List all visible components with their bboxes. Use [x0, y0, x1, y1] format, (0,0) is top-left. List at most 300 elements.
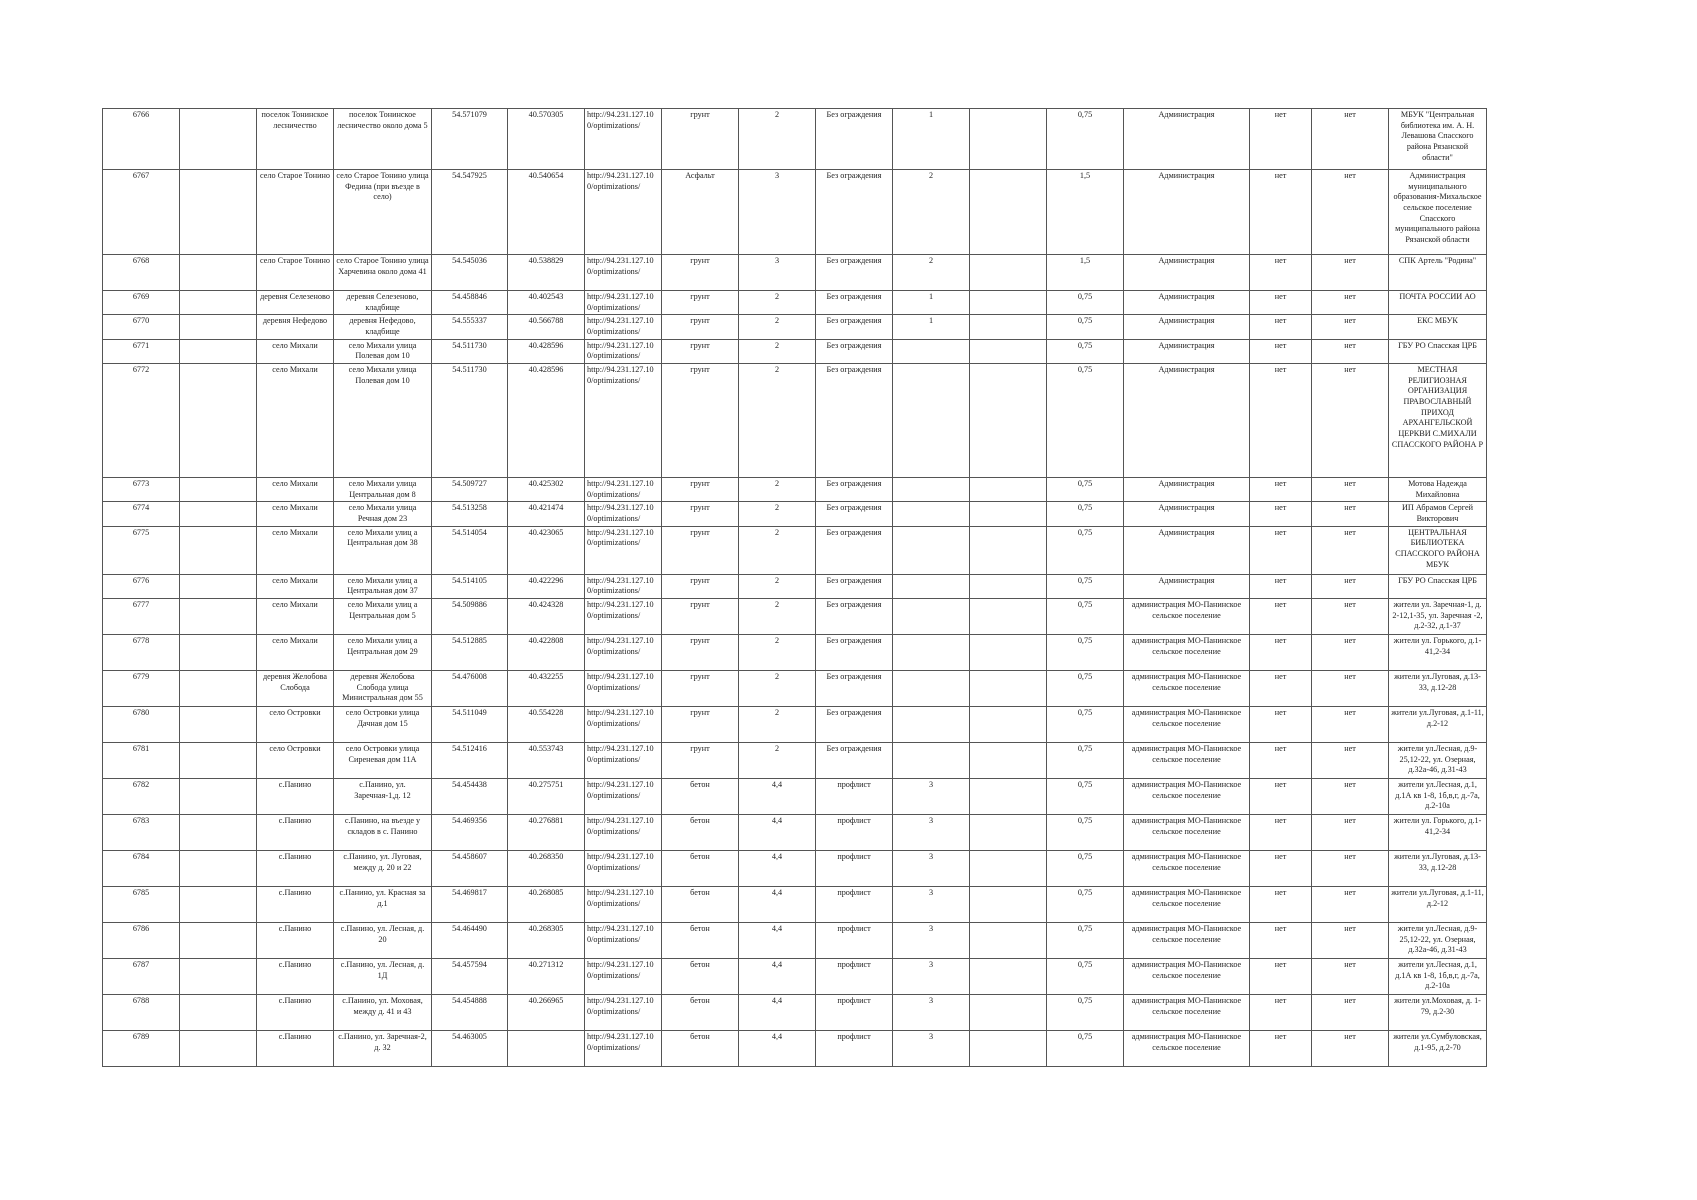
cell-empty	[180, 255, 257, 291]
cell-volume: 0,75	[1047, 598, 1124, 634]
cell-empty	[970, 850, 1047, 886]
cell-volume: 0,75	[1047, 315, 1124, 339]
cell-address: с.Панино, ул. Моховая, между д. 41 и 43	[334, 994, 432, 1030]
cell-area: 2	[739, 598, 816, 634]
cell-settlement: поселок Тонинское лесничество	[257, 109, 334, 170]
cell-empty	[970, 922, 1047, 958]
cell-latitude: 54.454888	[432, 994, 508, 1030]
cell-empty	[180, 778, 257, 814]
cell-latitude: 54.458846	[432, 291, 508, 315]
cell-settlement: село Михали	[257, 477, 334, 501]
cell-flag: нет	[1250, 850, 1312, 886]
cell-fence: профлист	[816, 850, 893, 886]
cell-empty	[970, 814, 1047, 850]
cell-url: http://94.231.127.10 0/optimizations/	[585, 850, 662, 886]
cell-flag: нет	[1312, 339, 1389, 363]
table-body	[103, 109, 1487, 1067]
cell-owner: Администрация	[1124, 574, 1250, 598]
cell-volume: 0,75	[1047, 477, 1124, 501]
cell-flag: нет	[1250, 339, 1312, 363]
cell-empty	[180, 291, 257, 315]
cell-empty	[180, 109, 257, 170]
cell-owner: Администрация	[1124, 291, 1250, 315]
cell-url: http://94.231.127.10 0/optimizations/	[585, 670, 662, 706]
cell-fence: Без ограждения	[816, 526, 893, 574]
cell-empty	[180, 477, 257, 501]
cell-source: ГБУ РО Спасская ЦРБ	[1389, 339, 1487, 363]
cell-settlement: село Островки	[257, 706, 334, 742]
cell-empty	[970, 339, 1047, 363]
cell-flag: нет	[1250, 706, 1312, 742]
cell-url: http://94.231.127.10 0/optimizations/	[585, 634, 662, 670]
cell-settlement: деревня Нефедово	[257, 315, 334, 339]
cell-longitude: 40.268085	[508, 886, 585, 922]
cell-containers: 3	[893, 1030, 970, 1066]
table-row	[103, 958, 1487, 994]
cell-owner: администрация МО-Панинское сельское поселение	[1124, 814, 1250, 850]
cell-id: 6783	[103, 814, 180, 850]
cell-area: 2	[739, 742, 816, 778]
cell-address: село Михали улица Полевая дом 10	[334, 339, 432, 363]
cell-empty	[180, 598, 257, 634]
cell-empty	[180, 922, 257, 958]
cell-flag: нет	[1312, 886, 1389, 922]
cell-url: http://94.231.127.10 0/optimizations/	[585, 994, 662, 1030]
cell-latitude: 54.555337	[432, 315, 508, 339]
cell-empty	[970, 363, 1047, 477]
cell-id: 6787	[103, 958, 180, 994]
cell-fence: Без ограждения	[816, 255, 893, 291]
cell-flag: нет	[1250, 886, 1312, 922]
cell-flag: нет	[1312, 477, 1389, 501]
cell-empty	[180, 339, 257, 363]
cell-url: http://94.231.127.10 0/optimizations/	[585, 255, 662, 291]
table-row	[103, 598, 1487, 634]
cell-source: Мотова Надежда Михайловна	[1389, 477, 1487, 501]
cell-url: http://94.231.127.10 0/optimizations/	[585, 291, 662, 315]
cell-owner: администрация МО-Панинское сельское поселение	[1124, 1030, 1250, 1066]
cell-surface: грунт	[662, 477, 739, 501]
cell-containers: 3	[893, 814, 970, 850]
cell-owner: Администрация	[1124, 109, 1250, 170]
cell-id: 6789	[103, 1030, 180, 1066]
cell-source: жители ул.Луговая, д.13-33, д.12-28	[1389, 670, 1487, 706]
cell-settlement: село Михали	[257, 526, 334, 574]
cell-containers: 3	[893, 994, 970, 1030]
cell-empty	[970, 958, 1047, 994]
cell-containers: 1	[893, 291, 970, 315]
cell-volume: 1,5	[1047, 255, 1124, 291]
cell-settlement: с.Панино	[257, 814, 334, 850]
registry-table	[102, 108, 1487, 1067]
cell-owner: администрация МО-Панинское сельское поселение	[1124, 670, 1250, 706]
cell-empty	[180, 170, 257, 255]
table-row	[103, 1030, 1487, 1066]
cell-address: село Михали улица Центральная дом 8	[334, 477, 432, 501]
table-row	[103, 109, 1487, 170]
cell-latitude: 54.454438	[432, 778, 508, 814]
cell-area: 2	[739, 363, 816, 477]
table-row	[103, 170, 1487, 255]
cell-empty	[970, 634, 1047, 670]
cell-owner: администрация МО-Панинское сельское поселение	[1124, 778, 1250, 814]
cell-source: жители ул.Лесная, д.1, д.1А кв 1-8, 1б,в,г, д.-7а, д.2-10а	[1389, 778, 1487, 814]
cell-containers	[893, 742, 970, 778]
cell-empty	[970, 1030, 1047, 1066]
cell-volume: 0,75	[1047, 958, 1124, 994]
cell-id: 6779	[103, 670, 180, 706]
cell-volume: 0,75	[1047, 526, 1124, 574]
cell-latitude: 54.547925	[432, 170, 508, 255]
cell-containers	[893, 634, 970, 670]
cell-url: http://94.231.127.10 0/optimizations/	[585, 958, 662, 994]
cell-longitude: 40.570305	[508, 109, 585, 170]
cell-address: с.Панино, ул. Лесная, д. 1Д	[334, 958, 432, 994]
cell-containers	[893, 670, 970, 706]
cell-url: http://94.231.127.10 0/optimizations/	[585, 477, 662, 501]
cell-longitude: 40.422808	[508, 634, 585, 670]
cell-id: 6776	[103, 574, 180, 598]
cell-settlement: с.Панино	[257, 1030, 334, 1066]
cell-settlement: село Островки	[257, 742, 334, 778]
cell-surface: грунт	[662, 339, 739, 363]
cell-fence: профлист	[816, 814, 893, 850]
cell-longitude: 40.428596	[508, 339, 585, 363]
cell-volume: 0,75	[1047, 291, 1124, 315]
cell-latitude: 54.457594	[432, 958, 508, 994]
cell-surface: Асфальт	[662, 170, 739, 255]
cell-area: 4,4	[739, 958, 816, 994]
cell-longitude: 40.271312	[508, 958, 585, 994]
cell-surface: грунт	[662, 526, 739, 574]
cell-id: 6770	[103, 315, 180, 339]
cell-fence: Без ограждения	[816, 291, 893, 315]
cell-settlement: с.Панино	[257, 778, 334, 814]
cell-address: с.Панино, ул. Заречная-1,д. 12	[334, 778, 432, 814]
cell-empty	[970, 706, 1047, 742]
cell-flag: нет	[1250, 670, 1312, 706]
cell-containers: 3	[893, 958, 970, 994]
cell-flag: нет	[1312, 742, 1389, 778]
cell-source: жители ул.Сумбуловская, д.1-95, д.2-70	[1389, 1030, 1487, 1066]
cell-flag: нет	[1312, 109, 1389, 170]
cell-settlement: с.Панино	[257, 994, 334, 1030]
cell-flag: нет	[1312, 670, 1389, 706]
cell-empty	[970, 109, 1047, 170]
cell-latitude: 54.514054	[432, 526, 508, 574]
cell-url: http://94.231.127.10 0/optimizations/	[585, 598, 662, 634]
cell-settlement: село Старое Тонино	[257, 255, 334, 291]
cell-empty	[970, 574, 1047, 598]
cell-owner: администрация МО-Панинское сельское поселение	[1124, 706, 1250, 742]
cell-volume: 0,75	[1047, 670, 1124, 706]
table-row	[103, 886, 1487, 922]
cell-latitude: 54.511730	[432, 339, 508, 363]
cell-volume: 0,75	[1047, 742, 1124, 778]
cell-volume: 0,75	[1047, 922, 1124, 958]
cell-empty	[970, 291, 1047, 315]
cell-owner: администрация МО-Панинское сельское поселение	[1124, 994, 1250, 1030]
cell-area: 2	[739, 634, 816, 670]
cell-area: 4,4	[739, 994, 816, 1030]
cell-owner: Администрация	[1124, 502, 1250, 526]
cell-latitude: 54.458607	[432, 850, 508, 886]
cell-settlement: село Михали	[257, 502, 334, 526]
cell-volume: 0,75	[1047, 634, 1124, 670]
cell-source: ГБУ РО Спасская ЦРБ	[1389, 574, 1487, 598]
cell-area: 2	[739, 574, 816, 598]
table-row	[103, 291, 1487, 315]
cell-settlement: деревня Желобова Слобода	[257, 670, 334, 706]
cell-surface: бетон	[662, 814, 739, 850]
cell-empty	[180, 706, 257, 742]
cell-latitude: 54.513258	[432, 502, 508, 526]
cell-area: 2	[739, 109, 816, 170]
cell-latitude: 54.463005	[432, 1030, 508, 1066]
cell-fence: Без ограждения	[816, 670, 893, 706]
cell-longitude: 40.540654	[508, 170, 585, 255]
cell-flag: нет	[1250, 634, 1312, 670]
cell-area: 2	[739, 477, 816, 501]
cell-latitude: 54.469356	[432, 814, 508, 850]
table-row	[103, 814, 1487, 850]
cell-longitude: 40.421474	[508, 502, 585, 526]
cell-settlement: село Старое Тонино	[257, 170, 334, 255]
cell-area: 2	[739, 706, 816, 742]
cell-surface: грунт	[662, 255, 739, 291]
cell-volume: 0,75	[1047, 502, 1124, 526]
cell-flag: нет	[1312, 850, 1389, 886]
cell-volume: 0,75	[1047, 574, 1124, 598]
cell-address: с.Панино, ул. Лесная, д. 20	[334, 922, 432, 958]
cell-url: http://94.231.127.10 0/optimizations/	[585, 315, 662, 339]
cell-flag: нет	[1312, 363, 1389, 477]
cell-address: село Михали улиц а Центральная дом 29	[334, 634, 432, 670]
cell-flag: нет	[1312, 526, 1389, 574]
cell-flag: нет	[1312, 994, 1389, 1030]
cell-containers	[893, 363, 970, 477]
cell-flag: нет	[1250, 994, 1312, 1030]
cell-source: жители ул. Заречная-1, д. 2-12,1-35, ул. Заречная -2, д.2-32, д.1-37	[1389, 598, 1487, 634]
cell-containers	[893, 574, 970, 598]
cell-address: деревня Селезеново, кладбище	[334, 291, 432, 315]
cell-surface: бетон	[662, 922, 739, 958]
cell-url: http://94.231.127.10 0/optimizations/	[585, 814, 662, 850]
cell-empty	[970, 778, 1047, 814]
cell-surface: грунт	[662, 502, 739, 526]
cell-empty	[180, 742, 257, 778]
cell-longitude	[508, 1030, 585, 1066]
cell-fence: Без ограждения	[816, 109, 893, 170]
cell-owner: Администрация	[1124, 477, 1250, 501]
cell-flag: нет	[1250, 1030, 1312, 1066]
cell-longitude: 40.422296	[508, 574, 585, 598]
cell-longitude: 40.566788	[508, 315, 585, 339]
cell-flag: нет	[1312, 255, 1389, 291]
cell-owner: Администрация	[1124, 170, 1250, 255]
cell-owner: администрация МО-Панинское сельское поселение	[1124, 886, 1250, 922]
cell-flag: нет	[1250, 778, 1312, 814]
cell-empty	[970, 315, 1047, 339]
cell-area: 4,4	[739, 922, 816, 958]
cell-volume: 0,75	[1047, 1030, 1124, 1066]
cell-surface: грунт	[662, 291, 739, 315]
cell-latitude: 54.571079	[432, 109, 508, 170]
cell-settlement: с.Панино	[257, 886, 334, 922]
cell-owner: администрация МО-Панинское сельское поселение	[1124, 922, 1250, 958]
cell-owner: администрация МО-Панинское сельское поселение	[1124, 742, 1250, 778]
cell-flag: нет	[1250, 814, 1312, 850]
cell-fence: Без ограждения	[816, 363, 893, 477]
cell-fence: профлист	[816, 958, 893, 994]
cell-id: 6769	[103, 291, 180, 315]
table-row	[103, 742, 1487, 778]
cell-flag: нет	[1250, 958, 1312, 994]
cell-empty	[180, 850, 257, 886]
cell-address: с.Панино, ул. Заречная-2, д. 32	[334, 1030, 432, 1066]
cell-id: 6774	[103, 502, 180, 526]
cell-settlement: село Михали	[257, 574, 334, 598]
cell-surface: грунт	[662, 315, 739, 339]
cell-address: деревня Желобова Слобода улица Министральная дом 55	[334, 670, 432, 706]
cell-owner: администрация МО-Панинское сельское поселение	[1124, 634, 1250, 670]
cell-latitude: 54.512416	[432, 742, 508, 778]
table-row	[103, 339, 1487, 363]
cell-id: 6766	[103, 109, 180, 170]
cell-settlement: деревня Селезеново	[257, 291, 334, 315]
cell-id: 6768	[103, 255, 180, 291]
cell-flag: нет	[1312, 502, 1389, 526]
cell-address: село Михали улица Полевая дом 10	[334, 363, 432, 477]
cell-containers	[893, 598, 970, 634]
table-row	[103, 706, 1487, 742]
cell-url: http://94.231.127.10 0/optimizations/	[585, 574, 662, 598]
cell-id: 6772	[103, 363, 180, 477]
cell-empty	[970, 742, 1047, 778]
cell-flag: нет	[1312, 291, 1389, 315]
cell-surface: грунт	[662, 634, 739, 670]
cell-fence: Без ограждения	[816, 706, 893, 742]
cell-owner: Администрация	[1124, 363, 1250, 477]
cell-fence: Без ограждения	[816, 502, 893, 526]
cell-empty	[180, 315, 257, 339]
cell-flag: нет	[1312, 170, 1389, 255]
cell-area: 2	[739, 291, 816, 315]
cell-id: 6777	[103, 598, 180, 634]
cell-surface: бетон	[662, 958, 739, 994]
cell-address: деревня Нефедово, кладбище	[334, 315, 432, 339]
cell-latitude: 54.476008	[432, 670, 508, 706]
cell-containers	[893, 526, 970, 574]
table-row	[103, 363, 1487, 477]
cell-flag: нет	[1250, 363, 1312, 477]
cell-source: ЦЕНТРАЛЬНАЯ БИБЛИОТЕКА СПАССКОГО РАЙОНА МБУК	[1389, 526, 1487, 574]
cell-area: 4,4	[739, 778, 816, 814]
cell-volume: 0,75	[1047, 994, 1124, 1030]
cell-empty	[970, 598, 1047, 634]
cell-flag: нет	[1312, 1030, 1389, 1066]
cell-flag: нет	[1250, 255, 1312, 291]
cell-longitude: 40.425302	[508, 477, 585, 501]
cell-empty	[970, 255, 1047, 291]
cell-empty	[180, 574, 257, 598]
cell-longitude: 40.538829	[508, 255, 585, 291]
cell-source: МБУК "Центральная библиотека им. А. Н. Левашова Спасского района Рязанской области"	[1389, 109, 1487, 170]
cell-empty	[180, 502, 257, 526]
cell-longitude: 40.432255	[508, 670, 585, 706]
cell-source: СПК Артель "Родина"	[1389, 255, 1487, 291]
cell-surface: грунт	[662, 742, 739, 778]
cell-owner: Администрация	[1124, 315, 1250, 339]
cell-area: 2	[739, 670, 816, 706]
cell-surface: бетон	[662, 850, 739, 886]
cell-address: село Старое Тонино улица Федина (при въезде в село)	[334, 170, 432, 255]
cell-id: 6782	[103, 778, 180, 814]
cell-address: с.Панино, ул. Луговая, между д. 20 и 22	[334, 850, 432, 886]
cell-flag: нет	[1250, 291, 1312, 315]
cell-settlement: село Михали	[257, 634, 334, 670]
cell-owner: администрация МО-Панинское сельское поселение	[1124, 850, 1250, 886]
cell-settlement: село Михали	[257, 363, 334, 477]
cell-containers: 2	[893, 170, 970, 255]
cell-address: село Михали улица Речная дом 23	[334, 502, 432, 526]
table-row	[103, 922, 1487, 958]
cell-containers: 3	[893, 778, 970, 814]
cell-id: 6784	[103, 850, 180, 886]
cell-surface: бетон	[662, 1030, 739, 1066]
cell-volume: 0,75	[1047, 706, 1124, 742]
cell-flag: нет	[1312, 598, 1389, 634]
cell-empty	[970, 886, 1047, 922]
cell-containers: 1	[893, 315, 970, 339]
cell-fence: Без ограждения	[816, 574, 893, 598]
cell-fence: профлист	[816, 886, 893, 922]
cell-surface: грунт	[662, 670, 739, 706]
cell-volume: 0,75	[1047, 109, 1124, 170]
cell-empty	[180, 634, 257, 670]
cell-url: http://94.231.127.10 0/optimizations/	[585, 1030, 662, 1066]
cell-url: http://94.231.127.10 0/optimizations/	[585, 778, 662, 814]
cell-url: http://94.231.127.10 0/optimizations/	[585, 706, 662, 742]
table-row	[103, 315, 1487, 339]
cell-flag: нет	[1250, 742, 1312, 778]
cell-settlement: село Михали	[257, 598, 334, 634]
cell-empty	[970, 477, 1047, 501]
cell-fence: профлист	[816, 1030, 893, 1066]
cell-empty	[970, 994, 1047, 1030]
cell-surface: бетон	[662, 886, 739, 922]
cell-id: 6773	[103, 477, 180, 501]
cell-longitude: 40.423065	[508, 526, 585, 574]
cell-owner: Администрация	[1124, 526, 1250, 574]
cell-latitude: 54.514105	[432, 574, 508, 598]
cell-fence: профлист	[816, 922, 893, 958]
cell-flag: нет	[1312, 958, 1389, 994]
cell-owner: Администрация	[1124, 339, 1250, 363]
cell-flag: нет	[1312, 706, 1389, 742]
cell-longitude: 40.275751	[508, 778, 585, 814]
cell-flag: нет	[1250, 526, 1312, 574]
cell-url: http://94.231.127.10 0/optimizations/	[585, 526, 662, 574]
cell-source: Администрация муниципального образования-Михальское сельское поселение Спасского муниципального района Рязанской области	[1389, 170, 1487, 255]
cell-flag: нет	[1312, 922, 1389, 958]
cell-empty	[180, 670, 257, 706]
cell-longitude: 40.268305	[508, 922, 585, 958]
cell-flag: нет	[1312, 315, 1389, 339]
cell-empty	[970, 170, 1047, 255]
cell-settlement: село Михали	[257, 339, 334, 363]
cell-volume: 0,75	[1047, 886, 1124, 922]
